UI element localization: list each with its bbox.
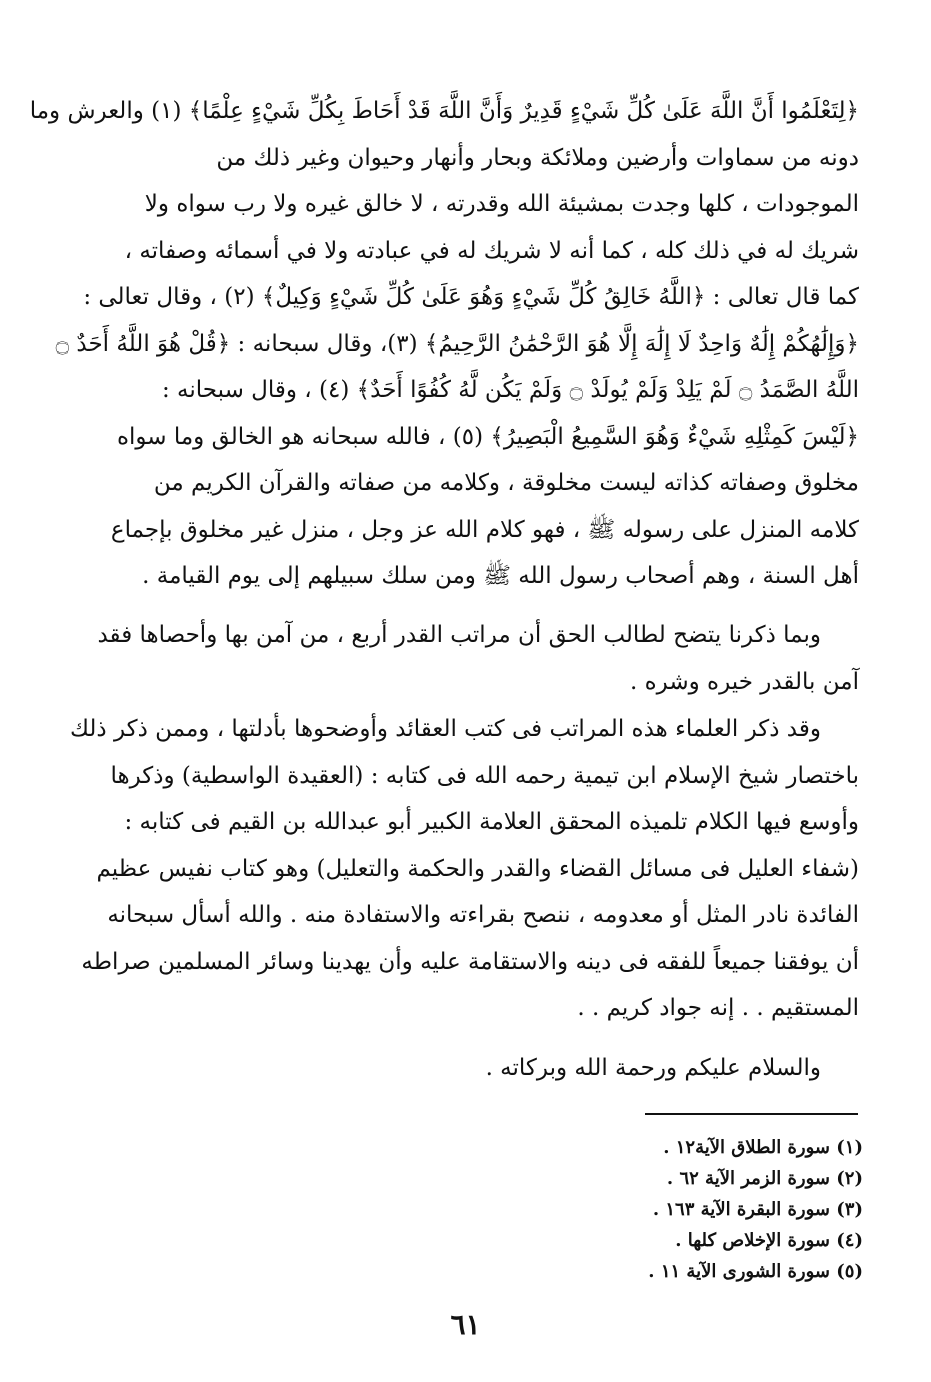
- text-line: وبما ذكرنا يتضح لطالب الحق أن مراتب القدر أربع ، من آمن بها وأحصاها فقد: [97, 622, 821, 648]
- text-line: ﴿وَإِلَٰهُكُمْ إِلَٰهٌ وَاحِدٌ لَا إِلَٰهَ إِلَّا هُوَ الرَّحْمَٰنُ الرَّحِيمُ﴾ (٣)، وقال سبحانه : ﴿قُلْ هُوَ اللَّهُ أَحَدٌ ۝: [55, 330, 859, 357]
- qadar-levels-paragraph: [97, 612, 859, 705]
- text-line: وأوسع فيها الكلام تلميذه المحقق العلامة الكبير أبو عبدالله بن القيم فى كتابه :: [124, 809, 859, 835]
- text-line: مخلوق وصفاته كذاته ليست مخلوقة ، وكلامه من صفاته والقرآن الكريم من: [153, 470, 859, 496]
- text-line: المستقيم . . إنه جواد كريم . .: [577, 995, 859, 1021]
- paragraph-scholars: [70, 706, 859, 1032]
- text-line: ﴿لَيْسَ كَمِثْلِهِ شَيْءٌ وَهُوَ السَّمِيعُ الْبَصِيرُ﴾ (٥) ، فالله سبحانه هو الخالق وما سواه: [116, 423, 859, 450]
- text-line: آمن بالقدر خيره وشره .: [629, 668, 859, 695]
- text-line: ﴿لِتَعْلَمُوا أَنَّ اللَّهَ عَلَىٰ كُلِّ شَيْءٍ قَدِيرٌ وَأَنَّ اللَّهَ قَدْ أَحَاطَ بِكُلِّ شَيْءٍ عِلْمًا﴾ (١) والعرش وما: [29, 98, 859, 124]
- paragraph-qadar-levels: [97, 612, 859, 705]
- footnote-item: (٣) سورة البقرة الآية ١٦٣ .: [652, 1199, 863, 1220]
- closing-salutation: والسلام عليكم ورحمة الله وبركاته .: [485, 1055, 821, 1081]
- paragraph-creation-verses: [29, 88, 859, 600]
- text-line: باختصار شيخ الإسلام ابن تيمية رحمه الله فى كتابه : (العقيدة الواسطية) وذكرها: [110, 762, 859, 789]
- text-line: كلامه المنزل على رسوله ﷺ ، فهو كلام الله عز وجل ، منزل غير مخلوق بإجماع: [110, 516, 859, 543]
- footnote-item: (٥) سورة الشورى الآية ١١ .: [648, 1261, 863, 1282]
- footnotes-list: [583, 1132, 863, 1287]
- page-number: ٦١: [450, 1308, 481, 1341]
- text-line: كما قال تعالى : ﴿اللَّهُ خَالِقُ كُلِّ شَيْءٍ وَهُوَ عَلَىٰ كُلِّ شَيْءٍ وَكِيلٌ﴾ (٢) ، وقال تعالى :: [83, 284, 859, 310]
- footnote-item: (١) سورة الطلاق الآية١٢ .: [663, 1137, 863, 1158]
- text-line: الموجودات ، كلها وجدت بمشيئة الله وقدرته ، لا خالق غيره ولا رب سواه ولا: [144, 191, 859, 217]
- text-line: دونه من سماوات وأرضين وملائكة وبحار وأنهار وحيوان وغير ذلك من: [216, 144, 859, 171]
- text-line: اللَّهُ الصَّمَدُ ۝ لَمْ يَلِدْ وَلَمْ يُولَدْ ۝ وَلَمْ يَكُن لَّهُ كُفُوًا أَحَدٌ﴾ (٤) ، وقال سبحانه :: [161, 377, 859, 403]
- footnote-item: (٤) سورة الإخلاص كلها .: [675, 1230, 863, 1251]
- text-line: (شفاء العليل فى مسائل القضاء والقدر والحكمة والتعليل) وهو كتاب نفيس عظيم: [96, 855, 859, 882]
- main-paragraph: [29, 88, 859, 600]
- footnote-divider: [645, 1113, 858, 1115]
- footnote-item: (٢) سورة الزمر الآية ٦٢ .: [666, 1168, 863, 1189]
- text-line: أن يوفقنا جميعاً للفقه فى دينه والاستقامة عليه وأن يهدينا وسائر المسلمين صراطه: [81, 948, 859, 975]
- text-line: شريك له في ذلك كله ، كما أنه لا شريك له في عبادته ولا في أسمائه وصفاته ،: [124, 237, 859, 264]
- text-line: وقد ذكر العلماء هذه المراتب فى كتب العقائد وأوضحوها بأدلتها ، وممن ذكر ذلك: [70, 716, 821, 742]
- text-line: أهل السنة ، وهم أصحاب رسول الله ﷺ ومن سلك سبيلهم إلى يوم القيامة .: [142, 563, 859, 589]
- scholars-paragraph: [70, 706, 859, 1032]
- text-line: الفائدة نادر المثل أو معدومه ، ننصح بقراءته والاستفادة منه . والله أسأل سبحانه: [107, 902, 859, 928]
